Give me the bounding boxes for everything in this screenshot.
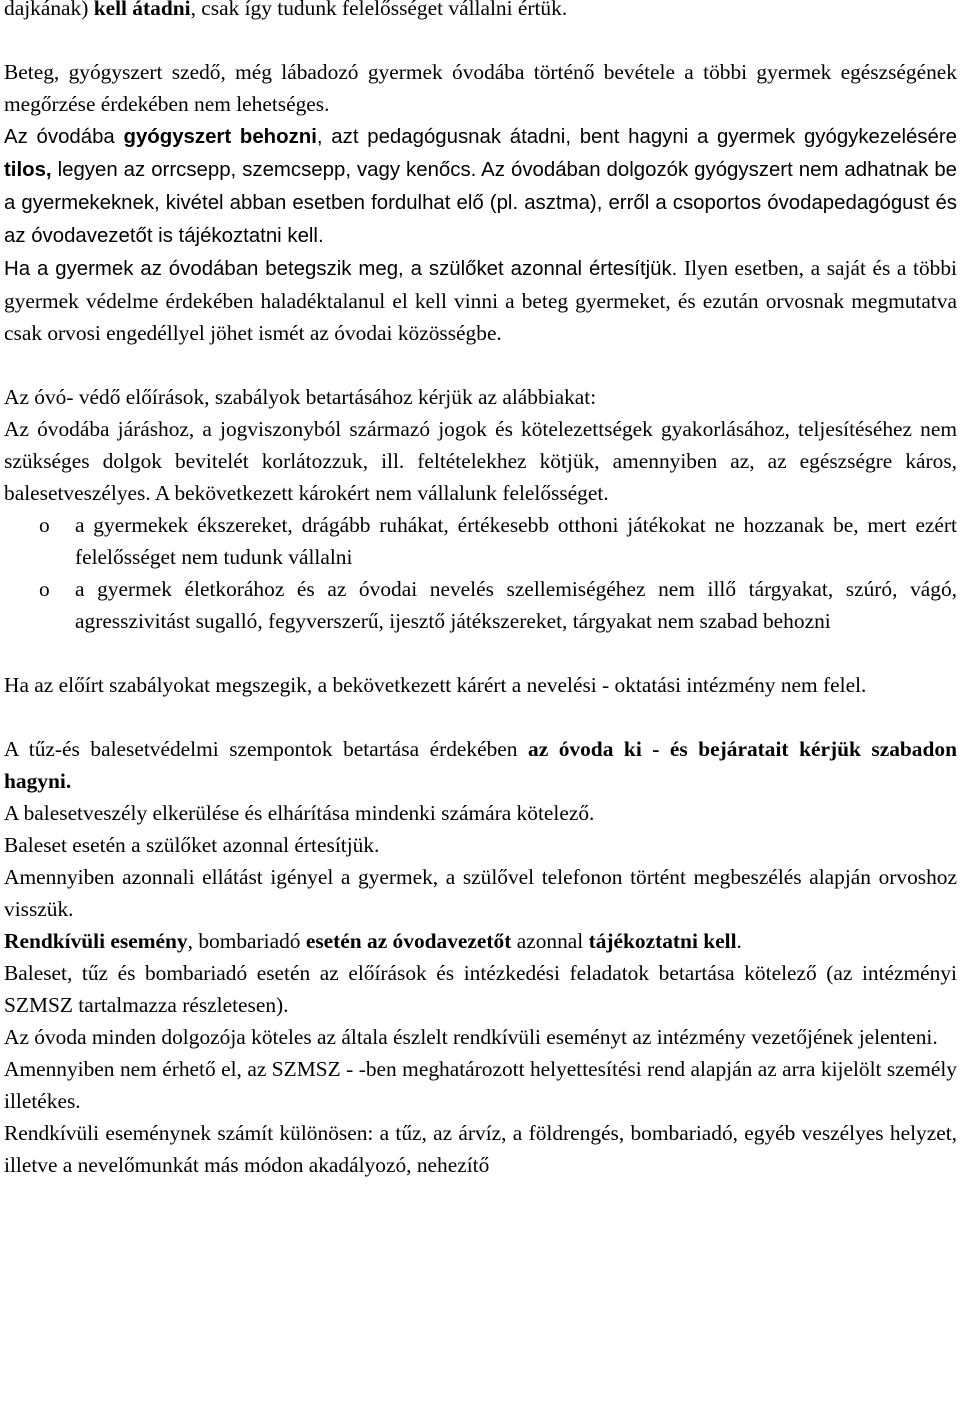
text: Beteg, gyógyszert szedő, még lábadozó gyermek óvodába történő bevétele a többi gyermek egészségének megőrzése érdekében nem lehetséges. bbox=[4, 60, 957, 116]
text: Ha a gyermek az óvodában betegszik meg, a szülőket azonnal értesítjük. bbox=[4, 258, 678, 280]
paragraph-substitute bbox=[4, 1053, 957, 1117]
text: Az óvoda minden dolgozója köteles az általa észlelt rendkívüli eseményt az intézmény vezetőjének jelenteni. bbox=[4, 1025, 938, 1049]
paragraph-emergency-types bbox=[4, 1117, 957, 1181]
text: Baleset esetén a szülőket azonnal értesítjük. bbox=[4, 833, 380, 857]
text: Az óvodába járáshoz, a jogviszonyból származó jogok és kötelezettségek gyakorlásához, teljesítéséhez nem szükséges dolgok bevitelét korlátozzuk, ill. feltételekhez kötjük, amennyiben az, az egészségre káros, balesetveszélyes. A bekövetkezett károkért nem vállalunk felelősséget. bbox=[4, 417, 957, 505]
bullet-marker: o bbox=[39, 577, 50, 601]
text: dajkának) bbox=[4, 0, 94, 20]
list-item bbox=[4, 509, 957, 573]
text: Baleset, tűz és bombariadó esetén az előírások és intézkedési feladatok betartása kötelező (az intézményi SZMSZ tartalmazza részletesen). bbox=[4, 961, 957, 1017]
list-item bbox=[4, 573, 957, 637]
text: Rendkívüli eseménynek számít különösen: a tűz, az árvíz, a földrengés, bombariadó, egyéb veszélyes helyzet, illetve a nevelőmunkát más módon akadályozó, nehezítő bbox=[4, 1121, 957, 1177]
text: A balesetveszély elkerülése és elhárítása mindenki számára kötelező. bbox=[4, 801, 595, 825]
list-item-text: a gyermekek ékszereket, drágább ruhákat, értékesebb otthoni játékokat ne hozzanak be, mert ezért felelősséget nem tudunk vállalni bbox=[75, 513, 957, 569]
text: Az óvodába bbox=[4, 126, 124, 148]
text: Amennyiben azonnali ellátást igényel a gyermek, a szülővel telefonon történt megbeszélés alapján orvoshoz visszük. bbox=[4, 865, 957, 921]
paragraph-doctor bbox=[4, 861, 957, 925]
paragraph-accident-notify bbox=[4, 829, 957, 861]
paragraph-fire-safety bbox=[4, 733, 957, 797]
document-page bbox=[4, 0, 957, 1181]
paragraph-procedures bbox=[4, 957, 957, 1021]
emphasis: kell átadni bbox=[93, 0, 191, 20]
text: Amennyiben nem érhető el, az SZMSZ - -ben meghatározott helyettesítési rend alapján az arra kijelölt személy illetékes. bbox=[4, 1057, 957, 1113]
text: , azt pedagógusnak átadni, bent hagyni a gyermek gyógykezelésére bbox=[316, 126, 957, 148]
text: Ha az előírt szabályokat megszegik, a bekövetkezett kárért a nevelési - oktatási intézmény nem felel. bbox=[4, 673, 867, 697]
text: Az óvó- védő előírások, szabályok betartásához kérjük az alábbiakat: bbox=[4, 385, 597, 409]
emphasis: az óvoda ki - és bejáratait kérjük szabadon hagyni. bbox=[4, 737, 957, 793]
text: A tűz-és balesetvédelmi szempontok betartása érdekében bbox=[4, 737, 529, 761]
paragraph-restrictions bbox=[4, 413, 957, 509]
paragraph-emergency bbox=[4, 925, 957, 957]
text: legyen az orrcsepp, szemcsepp, vagy kenőcs. Az óvodában dolgozók gyógyszert nem adhatnak be a gyermekeknek, kivétel abban esetben fordulhat elő (pl. asztma), erről a csoportos óvodapedagógust és az óvodavezetőt is tájékoztatni kell. bbox=[4, 159, 957, 247]
emphasis: gyógyszert behozni bbox=[123, 126, 317, 148]
text: . bbox=[736, 929, 742, 953]
text: azonnal bbox=[511, 929, 589, 953]
emphasis: tájékoztatni kell bbox=[588, 929, 737, 953]
paragraph-staff-report bbox=[4, 1021, 957, 1053]
bullet-list bbox=[4, 509, 957, 637]
bullet-marker: o bbox=[39, 513, 50, 537]
paragraph-handover bbox=[4, 0, 957, 24]
paragraph-medicine bbox=[4, 120, 957, 252]
paragraph-accident-avoidance bbox=[4, 797, 957, 829]
text: , bombariadó bbox=[187, 929, 306, 953]
paragraph-liability bbox=[4, 669, 957, 701]
list-item-text: a gyermek életkorához és az óvodai nevelés szellemiségéhez nem illő tárgyakat, szúró, vágó, agresszivitást sugalló, fegyverszerű, ijesztő játékszereket, tárgyakat nem szabad behozni bbox=[75, 577, 957, 633]
text: Ilyen esetben, a saját és a többi gyermek védelme érdekében haladéktalanul el kell vinni a beteg gyermeket, és ezután orvosnak megmutatva csak orvosi engedéllyel jöhet ismét az óvodai közösségbe. bbox=[4, 256, 957, 345]
paragraph-sick-child bbox=[4, 56, 957, 120]
emphasis: esetén az óvodavezetőt bbox=[305, 929, 512, 953]
paragraph-rules-intro bbox=[4, 381, 957, 413]
emphasis: Rendkívüli esemény bbox=[4, 929, 188, 953]
text: , csak így tudunk felelősséget vállalni értük. bbox=[190, 0, 568, 20]
emphasis: tilos, bbox=[4, 159, 52, 181]
paragraph-illness-in-kindergarten bbox=[4, 252, 957, 349]
